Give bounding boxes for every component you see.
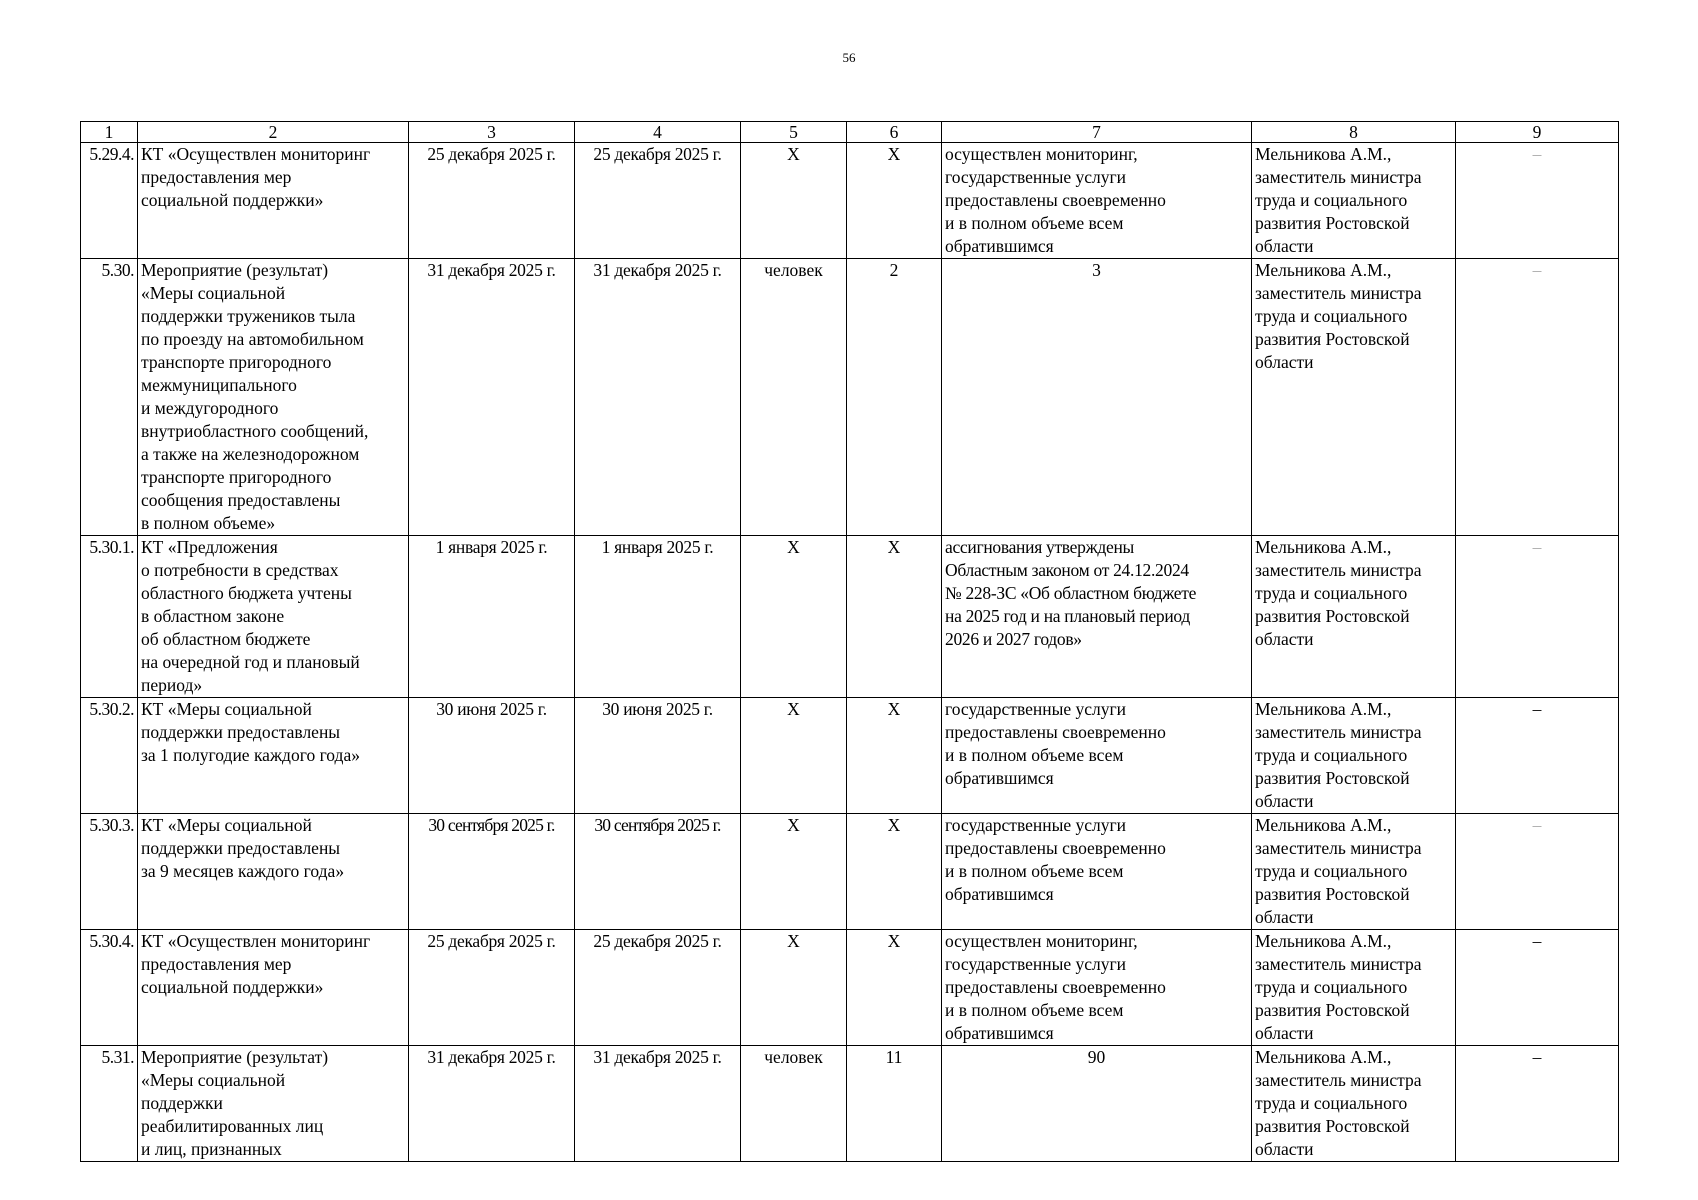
row-name: КТ «Осуществлен мониторинг предоставления мер социальной поддержки» <box>138 143 409 259</box>
table-row <box>81 143 1619 259</box>
table-row <box>81 259 1619 536</box>
row-date-start: 31 декабря 2025 г. <box>409 259 575 536</box>
row-note-text: – <box>1532 815 1542 835</box>
column-header: 7 <box>942 122 1252 143</box>
row-date-end: 30 июня 2025 г. <box>575 698 741 814</box>
row-value: Х <box>847 814 942 930</box>
row-unit: человек <box>741 259 847 536</box>
row-value: 2 <box>847 259 942 536</box>
row-result: государственные услуги предоставлены своевременно и в полном объеме всем обратившимся <box>942 698 1252 814</box>
row-number: 5.30.4. <box>81 930 138 1046</box>
row-name: КТ «Меры социальной поддержки предоставлены за 1 полугодие каждого года» <box>138 698 409 814</box>
row-value: Х <box>847 698 942 814</box>
row-result: осуществлен мониторинг, государственные услуги предоставлены своевременно и в полном объеме всем обратившимся <box>942 930 1252 1046</box>
table-row <box>81 698 1619 814</box>
row-date-end: 30 сентября 2025 г. <box>575 814 741 930</box>
row-unit: Х <box>741 143 847 259</box>
row-note <box>1456 259 1619 536</box>
table-row <box>81 536 1619 698</box>
row-unit: Х <box>741 536 847 698</box>
row-date-end: 31 декабря 2025 г. <box>575 259 741 536</box>
row-note: – <box>1456 1046 1619 1162</box>
page-number: 56 <box>842 50 856 65</box>
row-name: Мероприятие (результат) «Меры социальной поддержки реабилитированных лиц и лиц, признанных <box>138 1046 409 1162</box>
row-note: – <box>1456 698 1619 814</box>
row-number: 5.30.1. <box>81 536 138 698</box>
row-date-end: 1 января 2025 г. <box>575 536 741 698</box>
row-name: Мероприятие (результат) «Меры социальной поддержки тружеников тыла по проезду на автомобильном транспорте пригородного межмуниципального и междугородного внутриобластного сообщений, а также на железнодорожном транспорте пригородного сообщения предоставлены в полном объеме» <box>138 259 409 536</box>
row-unit: Х <box>741 814 847 930</box>
row-note-text: – <box>1532 537 1542 557</box>
row-responsible: Мельникова А.М., заместитель министра труда и социального развития Ростовской области <box>1252 1046 1456 1162</box>
column-header: 9 <box>1456 122 1619 143</box>
row-date-start: 30 сентября 2025 г. <box>409 814 575 930</box>
row-responsible: Мельникова А.М., заместитель министра труда и социального развития Ростовской области <box>1252 259 1456 536</box>
row-note: – <box>1456 930 1619 1046</box>
row-date-start: 31 декабря 2025 г. <box>409 1046 575 1162</box>
row-responsible: Мельникова А.М., заместитель министра труда и социального развития Ростовской области <box>1252 930 1456 1046</box>
row-number: 5.30.3. <box>81 814 138 930</box>
column-header: 1 <box>81 122 138 143</box>
row-number: 5.29.4. <box>81 143 138 259</box>
row-date-start: 1 января 2025 г. <box>409 536 575 698</box>
row-date-end: 25 декабря 2025 г. <box>575 930 741 1046</box>
row-note-text: – <box>1532 260 1542 280</box>
row-responsible: Мельникова А.М., заместитель министра труда и социального развития Ростовской области <box>1252 698 1456 814</box>
row-result: 3 <box>942 259 1252 536</box>
row-date-end: 31 декабря 2025 г. <box>575 1046 741 1162</box>
table-row <box>81 930 1619 1046</box>
row-date-start: 25 декабря 2025 г. <box>409 930 575 1046</box>
column-header: 8 <box>1252 122 1456 143</box>
column-header: 6 <box>847 122 942 143</box>
table-row <box>81 814 1619 930</box>
column-header: 3 <box>409 122 575 143</box>
row-result: государственные услуги предоставлены своевременно и в полном объеме всем обратившимся <box>942 814 1252 930</box>
table-row <box>81 1046 1619 1162</box>
row-unit: Х <box>741 698 847 814</box>
row-note <box>1456 143 1619 259</box>
row-value: Х <box>847 536 942 698</box>
row-number: 5.30. <box>81 259 138 536</box>
row-value: Х <box>847 143 942 259</box>
row-result: осуществлен мониторинг, государственные услуги предоставлены своевременно и в полном объеме всем обратившимся <box>942 143 1252 259</box>
column-header: 5 <box>741 122 847 143</box>
row-unit: человек <box>741 1046 847 1162</box>
row-result: ассигнования утверждены Областным законом от 24.12.2024 № 228-ЗС «Об областном бюджете на 2025 год и на плановый период 2026 и 2027 годов» <box>942 536 1252 698</box>
row-responsible: Мельникова А.М., заместитель министра труда и социального развития Ростовской области <box>1252 143 1456 259</box>
row-date-end: 25 декабря 2025 г. <box>575 143 741 259</box>
row-date-start: 25 декабря 2025 г. <box>409 143 575 259</box>
row-value: 11 <box>847 1046 942 1162</box>
row-note-text: – <box>1532 144 1542 164</box>
table-header-row <box>81 122 1619 143</box>
row-name: КТ «Меры социальной поддержки предоставлены за 9 месяцев каждого года» <box>138 814 409 930</box>
column-header: 4 <box>575 122 741 143</box>
row-note <box>1456 536 1619 698</box>
row-responsible: Мельникова А.М., заместитель министра труда и социального развития Ростовской области <box>1252 814 1456 930</box>
row-result: 90 <box>942 1046 1252 1162</box>
row-number: 5.30.2. <box>81 698 138 814</box>
row-number: 5.31. <box>81 1046 138 1162</box>
row-name: КТ «Предложения о потребности в средствах областного бюджета учтены в областном законе об областном бюджете на очередной год и плановый период» <box>138 536 409 698</box>
plan-table <box>80 121 1619 1162</box>
row-value: Х <box>847 930 942 1046</box>
row-note <box>1456 814 1619 930</box>
row-responsible: Мельникова А.М., заместитель министра труда и социального развития Ростовской области <box>1252 536 1456 698</box>
row-date-start: 30 июня 2025 г. <box>409 698 575 814</box>
row-name: КТ «Осуществлен мониторинг предоставления мер социальной поддержки» <box>138 930 409 1046</box>
row-unit: Х <box>741 930 847 1046</box>
column-header: 2 <box>138 122 409 143</box>
